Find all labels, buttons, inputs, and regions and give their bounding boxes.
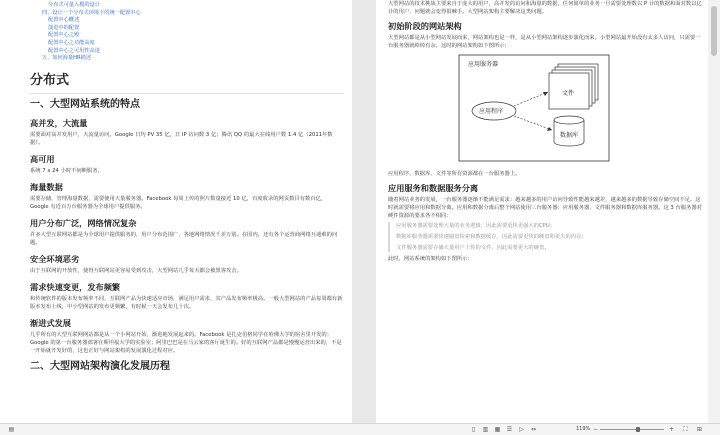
- feature-text: 几乎所有的大型互联网网站都是从一个小网站开始，渐进地发展起来的。Facebook 是扎克伯格同学在哈佛大学的宿舍里开发的；Google 的第一台服务器部署在斯坦福大学的实验室；阿里巴巴是在马云家的客厅诞生的。好的互联网产品都是慢慢运营出来的，不是一开始就开发好的，这也正好与网站架构的发展演化过程对应。: [30, 331, 342, 354]
- server-requirements-quote: [388, 222, 702, 252]
- two-page-button[interactable]: [482, 426, 489, 433]
- page-view-button[interactable]: [494, 426, 501, 433]
- window-button[interactable]: [696, 426, 703, 433]
- file-stack-icon: [549, 64, 598, 109]
- separation-summary: 此时，网站系统的架构如下图所示：: [388, 256, 473, 262]
- window-icon: ⊞: [696, 425, 703, 433]
- quote-line: 数据库服务器需要快速磁盘检索和数据缓存，因此需要更快的硬盘和更大的内存；: [396, 234, 587, 240]
- architecture-diagram-svg: [458, 54, 618, 164]
- feature-title: 高并发，大流量: [30, 117, 88, 128]
- two-page-icon: ▥: [482, 425, 489, 433]
- play-icon: ▷: [519, 425, 524, 433]
- book-icon: ▦: [494, 425, 501, 433]
- separation-title: 应用服务和数据服务分离: [388, 183, 479, 193]
- document-page-left: [0, 0, 352, 423]
- single-page-icon: ▯: [471, 425, 476, 433]
- chapter-title: 分布式: [30, 72, 70, 88]
- continuous-button[interactable]: [506, 426, 513, 433]
- section-title: 一、大型网站系统的特点: [30, 98, 140, 110]
- feature-text: 许多大型互联网站都是为全球用户提供服务的，用户分布范围广，各地网络情况千差万别。在国内，还有各个运营商网络互通难的问题。: [30, 231, 338, 246]
- zoom-out-button[interactable]: [592, 426, 599, 433]
- initial-architecture-title: 初始阶段的网站架构: [388, 21, 462, 31]
- sidebar-toggle[interactable]: [8, 426, 15, 433]
- toc-link[interactable]: 配置中心之功能高度: [48, 39, 95, 46]
- table-of-contents: [30, 2, 344, 63]
- fit-width-icon: ⇔: [530, 425, 537, 433]
- feature-title: 高可用: [30, 153, 55, 164]
- zoom-in-button[interactable]: [668, 426, 675, 433]
- feature-text: 和传统软件的版本发布频率不同，互联网产品为快速适应市场，满足用户需求，其产品发布频率极高。一般大型网站的产品每周都有新版本发布上线，中小型网站的发布更频繁，有时候一天会发布几十次。: [30, 295, 343, 310]
- minus-icon: −: [592, 425, 599, 433]
- sidebar-icon: ▤: [8, 425, 15, 433]
- separation-text: 随着网站业务的发展，一台服务器逐渐不能满足需求：越来越多的用户访问导致性能越来越差，越来越多的数据导致存储空间不足。这时就需要将应用和数据分离。应用和数据分离后整个网站使用三台服务器：应用服务器、文件服务器和数据库服务器。这 3 台服务器对硬件资源的要求各不相同：: [388, 197, 702, 219]
- initial-architecture-summary: 应用程序、数据库、文件等所有资源都在一台服务器上。: [388, 171, 521, 177]
- zoom-level[interactable]: [576, 426, 590, 433]
- page-gap: [352, 0, 376, 423]
- document-page-right: [376, 0, 708, 423]
- feature-title: 需求快速变更，发布频繁: [30, 281, 121, 292]
- feature-title: 用户分布广泛，网络情况复杂: [30, 217, 137, 228]
- toc-link[interactable]: 演进中的配置: [48, 24, 80, 31]
- intro-paragraph: 大型网站的技术挑战主要来自于庞大的用户，高并发的访问和海量的数据，任何简单的业务一旦需要处理数以 P 计的数据和面对数以亿计的用户，问题就会变得很棘手。大型网站架构主要解决这类问题。: [388, 1, 702, 15]
- feature-text: 由于互联网的开放性，使得互联网站更容易受到攻击，大型网站几乎每天都会被黑客攻击。: [30, 267, 242, 274]
- toc-link[interactable]: 配置中心之可用性高进: [48, 47, 100, 54]
- play-button[interactable]: [518, 426, 525, 433]
- zoom-slider[interactable]: [600, 429, 664, 430]
- architecture-diagram: [458, 54, 618, 164]
- chapter-rule: [30, 93, 344, 94]
- zoom-slider-knob[interactable]: [636, 427, 640, 432]
- database-label: 数据库: [560, 132, 579, 139]
- feature-sections: [30, 118, 344, 355]
- server-label: 应用服务器: [468, 61, 499, 68]
- feature-title: 海量数据: [30, 181, 63, 192]
- feature-title: 安全环境恶劣: [30, 253, 80, 264]
- quote-line: 应用服务器需要处理大量的业务逻辑，因此需要更快更强大的CPU；: [396, 223, 556, 229]
- feature-text: 系统 7 x 24 小时不间断服务。: [30, 167, 103, 174]
- scrollbar-thumb[interactable]: [711, 6, 717, 56]
- continuous-icon: ☰: [506, 425, 513, 433]
- single-page-button[interactable]: [470, 426, 477, 433]
- next-section-title: 二、大型网站架构演化发展历程: [30, 360, 170, 372]
- fullscreen-button[interactable]: [682, 426, 689, 433]
- initial-architecture-text: 大型网站都是从小型网站发展而来，网站架构也是一样，是从小型网站架构逐步演化而来。小型网站最开始没有太多人访问，只需要一台服务器就绰绰有余，这时的网站架构如下图所示：: [388, 35, 701, 49]
- toc-link[interactable]: 五、如何海量HR描述: [42, 55, 92, 62]
- toc-link[interactable]: 四、设计一个分布式环境下的统一配置中心: [42, 9, 141, 16]
- fit-width-button[interactable]: [530, 426, 537, 433]
- feature-title: 渐进式发展: [30, 317, 71, 328]
- toc-link[interactable]: 配置中心概述: [48, 17, 80, 24]
- application-label: 应用程序: [479, 108, 504, 115]
- fullscreen-icon: ⛶: [683, 425, 688, 433]
- plus-icon: +: [668, 425, 675, 433]
- quote-line: 文件服务器需要存储大量用户上传的文件，因此需要更大的硬盘。: [396, 245, 550, 251]
- zoom-value: 119%: [576, 426, 591, 432]
- toc-link[interactable]: 分布式可量入模的设计: [48, 2, 100, 8]
- feature-text: 需要面对高并发用户，大流量访问。Google 日均 PV 35 亿，日 IP 访问数 3 亿；腾讯 QQ 的最大在线用户数 1.4 亿（2011年数据）。: [30, 131, 333, 146]
- file-label: 文件: [562, 90, 575, 97]
- feature-text: 需要存储、管理海量数据，需要使用大量服务器。Facebook 每周上传的照片数量接近 10 亿，百度收录的网页数目有数百亿，Google 有近百万台服务器为全球用户提供服务。: [30, 195, 327, 210]
- status-bar: [0, 423, 720, 435]
- toc-link[interactable]: 配置中心之殿: [48, 32, 80, 39]
- database-icon: [554, 116, 584, 146]
- vertical-scrollbar[interactable]: [708, 0, 720, 423]
